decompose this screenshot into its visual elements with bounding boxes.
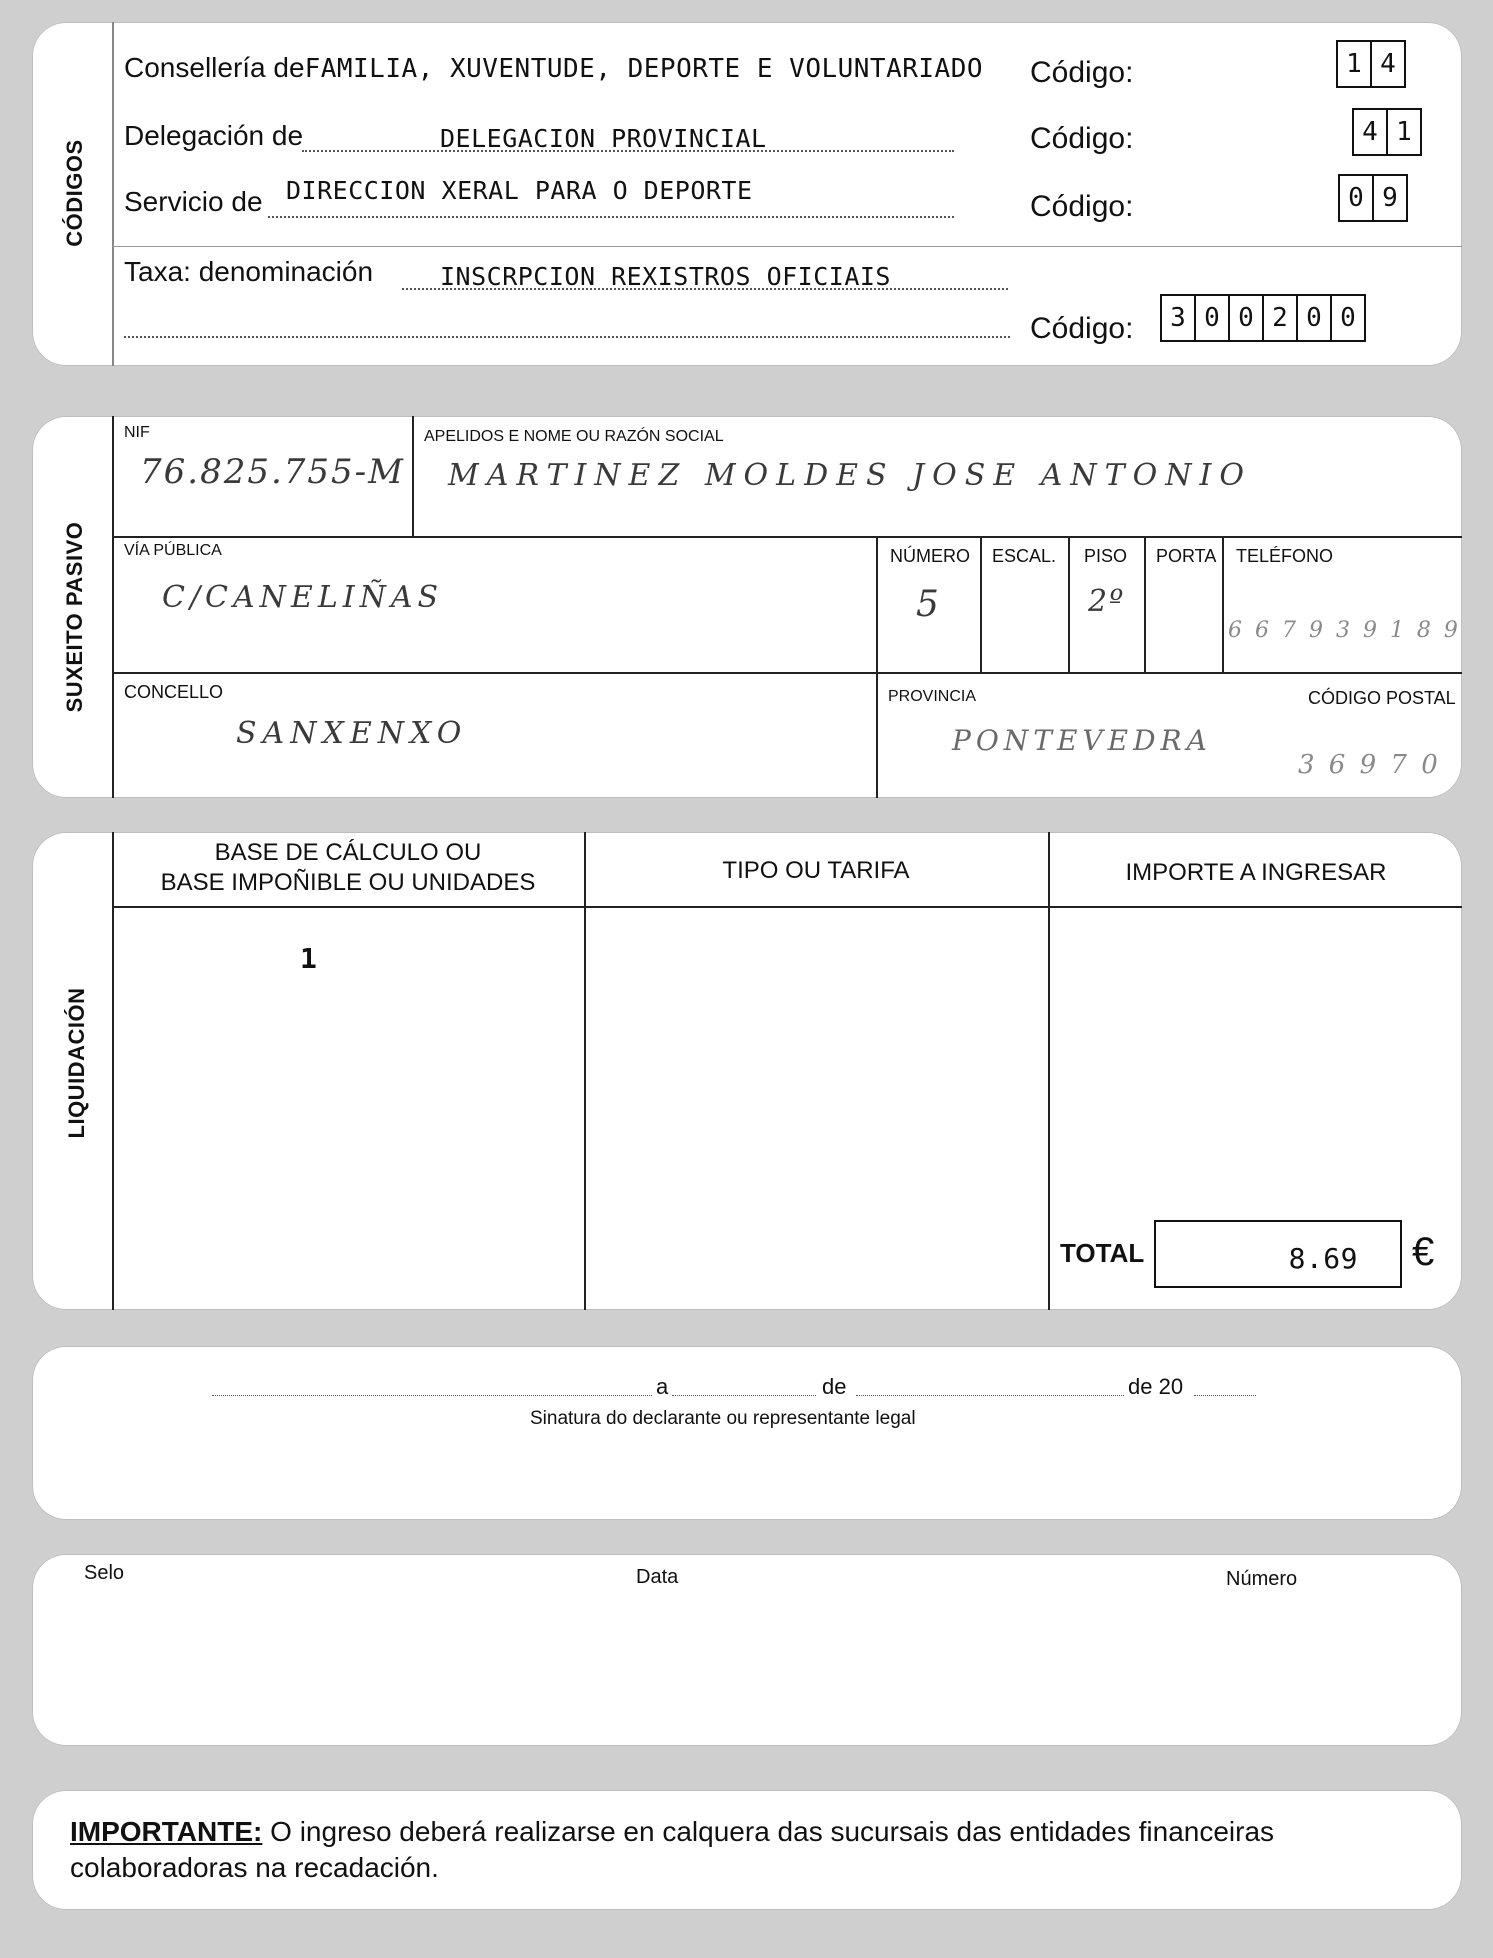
sig-de20-label: de 20 bbox=[1128, 1374, 1184, 1399]
via-divider bbox=[876, 536, 878, 672]
nif-value: 76.825.755-M bbox=[140, 452, 405, 492]
numero-value: 5 bbox=[916, 584, 941, 625]
liquidacion-header-divider bbox=[112, 906, 1462, 908]
selo-label: Selo bbox=[84, 1562, 125, 1584]
piso-value: 2º bbox=[1088, 584, 1126, 619]
suxeito-section-label: SUXEITO PASIVO bbox=[62, 521, 87, 713]
via-value: C/CANELIÑAS bbox=[162, 580, 444, 615]
servicio-codigo-label: Código: bbox=[1030, 190, 1134, 223]
provincia-value: PONTEVEDRA bbox=[952, 724, 1212, 757]
taxa-divider bbox=[112, 246, 1462, 247]
conselleria-row bbox=[124, 52, 983, 84]
col2-header: TIPO OU TARIFA bbox=[722, 857, 910, 884]
codigos-left-rule bbox=[112, 22, 114, 366]
code-digit: 4 bbox=[1354, 110, 1388, 154]
total-label: TOTAL bbox=[1060, 1238, 1145, 1268]
porta-label: PORTA bbox=[1156, 546, 1217, 566]
suxeito-left-rule bbox=[112, 416, 114, 798]
conselleria-codigo-label: Código: bbox=[1030, 56, 1134, 89]
codigos-section-label: CÓDIGOS bbox=[62, 139, 87, 247]
delegacion-label: Delegación de bbox=[124, 120, 304, 151]
liquidacion-section-label: LIQUIDACIÓN bbox=[64, 987, 89, 1139]
servicio-row bbox=[124, 186, 263, 218]
conselleria-value: FAMILIA, XUVENTUDE, DEPORTE E VOLUNTARIADO bbox=[304, 54, 984, 84]
delegacion-code-box bbox=[1352, 108, 1422, 156]
code-digit: 1 bbox=[1396, 117, 1412, 147]
importante-title: IMPORTANTE: bbox=[70, 1816, 263, 1847]
taxa-label: Taxa: denominación bbox=[124, 256, 374, 287]
liquidacion-left-rule bbox=[112, 832, 114, 1310]
data-label: Data bbox=[636, 1566, 679, 1588]
nome-label: APELIDOS E NOME OU RAZÓN SOCIAL bbox=[424, 428, 724, 445]
sig-a-label: a bbox=[656, 1374, 669, 1399]
conselleria-label: Consellería de bbox=[124, 52, 305, 83]
taxa-code-box bbox=[1160, 294, 1366, 342]
col1-divider bbox=[584, 832, 586, 1310]
servicio-code-box bbox=[1338, 174, 1408, 222]
escal-label: ESCAL. bbox=[992, 546, 1057, 566]
taxa-value: INSCRPCION REXISTROS OFICIAIS bbox=[440, 262, 891, 291]
telefono-value: 6 6 7 9 3 9 1 8 9 bbox=[1228, 618, 1461, 643]
total-box bbox=[1154, 1220, 1402, 1288]
code-digit: 3 bbox=[1162, 296, 1196, 340]
total-value: 8.69 bbox=[1288, 1242, 1358, 1275]
concello-label: CONCELLO bbox=[124, 682, 224, 702]
sig-place-dots bbox=[212, 1395, 652, 1396]
nome-value: MARTINEZ MOLDES JOSE ANTONIO bbox=[448, 458, 1252, 493]
telefono-label: TELÉFONO bbox=[1236, 546, 1334, 566]
sig-caption: Sinatura do declarante ou representante legal bbox=[530, 1408, 916, 1429]
taxa-codigo-label: Código: bbox=[1030, 312, 1134, 345]
code-digit: 0 bbox=[1196, 296, 1230, 340]
nif-label: NIF bbox=[124, 424, 150, 441]
code-digit: 4 bbox=[1380, 49, 1396, 79]
col3-header: IMPORTE A INGRESAR bbox=[1125, 859, 1387, 886]
concello-value: SANXENXO bbox=[236, 716, 468, 751]
delegacion-row bbox=[124, 120, 303, 152]
col2-divider bbox=[1048, 832, 1050, 1310]
nif-divider bbox=[412, 416, 414, 536]
sig-year-dots bbox=[1194, 1395, 1256, 1396]
suxeito-row2-divider bbox=[112, 672, 1462, 674]
numero-divider bbox=[980, 536, 982, 672]
porta-divider bbox=[1222, 536, 1224, 672]
suxeito-row1-divider bbox=[112, 536, 1462, 538]
servicio-label: Servicio de bbox=[124, 186, 263, 217]
taxa-row bbox=[124, 256, 373, 288]
code-digit: 0 bbox=[1340, 303, 1356, 333]
numero-label: NÚMERO bbox=[890, 546, 970, 566]
code-digit: 1 bbox=[1338, 42, 1372, 86]
code-digit: 0 bbox=[1340, 176, 1374, 220]
provincia-label: PROVINCIA bbox=[888, 688, 977, 705]
cp-value: 3 6 9 7 0 bbox=[1298, 750, 1441, 780]
servicio-value: DIRECCION XERAL PARA O DEPORTE bbox=[286, 176, 753, 205]
col1-header-line2: BASE IMPOÑIBLE OU UNIDADES bbox=[160, 869, 536, 896]
code-digit: 2 bbox=[1264, 296, 1298, 340]
via-label: VÍA PÚBLICA bbox=[124, 542, 222, 559]
code-digit: 9 bbox=[1382, 183, 1398, 213]
numero-stamp-label: Número bbox=[1226, 1568, 1298, 1590]
piso-label: PISO bbox=[1084, 546, 1128, 566]
code-digit: 0 bbox=[1230, 296, 1264, 340]
conselleria-code-box bbox=[1336, 40, 1406, 88]
base-value: 1 bbox=[300, 942, 318, 975]
col1-header bbox=[114, 838, 582, 898]
delegacion-codigo-label: Código: bbox=[1030, 122, 1134, 155]
sig-month-dots bbox=[856, 1395, 1124, 1396]
piso-divider bbox=[1144, 536, 1146, 672]
code-digit: 0 bbox=[1298, 296, 1332, 340]
servicio-dots bbox=[268, 216, 954, 218]
euro-symbol: € bbox=[1412, 1230, 1435, 1274]
taxa-dots-2 bbox=[124, 336, 1010, 338]
sig-day-dots bbox=[672, 1395, 816, 1396]
cp-label: CÓDIGO POSTAL bbox=[1308, 688, 1456, 708]
escal-divider bbox=[1068, 536, 1070, 672]
importante-notice bbox=[70, 1814, 1420, 1886]
sig-de-label: de bbox=[822, 1374, 847, 1399]
delegacion-value: DELEGACION PROVINCIAL bbox=[440, 124, 767, 153]
importante-text: O ingreso deberá realizarse en calquera das sucursais das entidades financeiras colaboradoras na recadación. bbox=[70, 1816, 1275, 1883]
concello-divider bbox=[876, 672, 878, 798]
sinatura-panel bbox=[32, 1346, 1462, 1520]
col1-header-line1: BASE DE CÁLCULO OU bbox=[214, 839, 482, 866]
